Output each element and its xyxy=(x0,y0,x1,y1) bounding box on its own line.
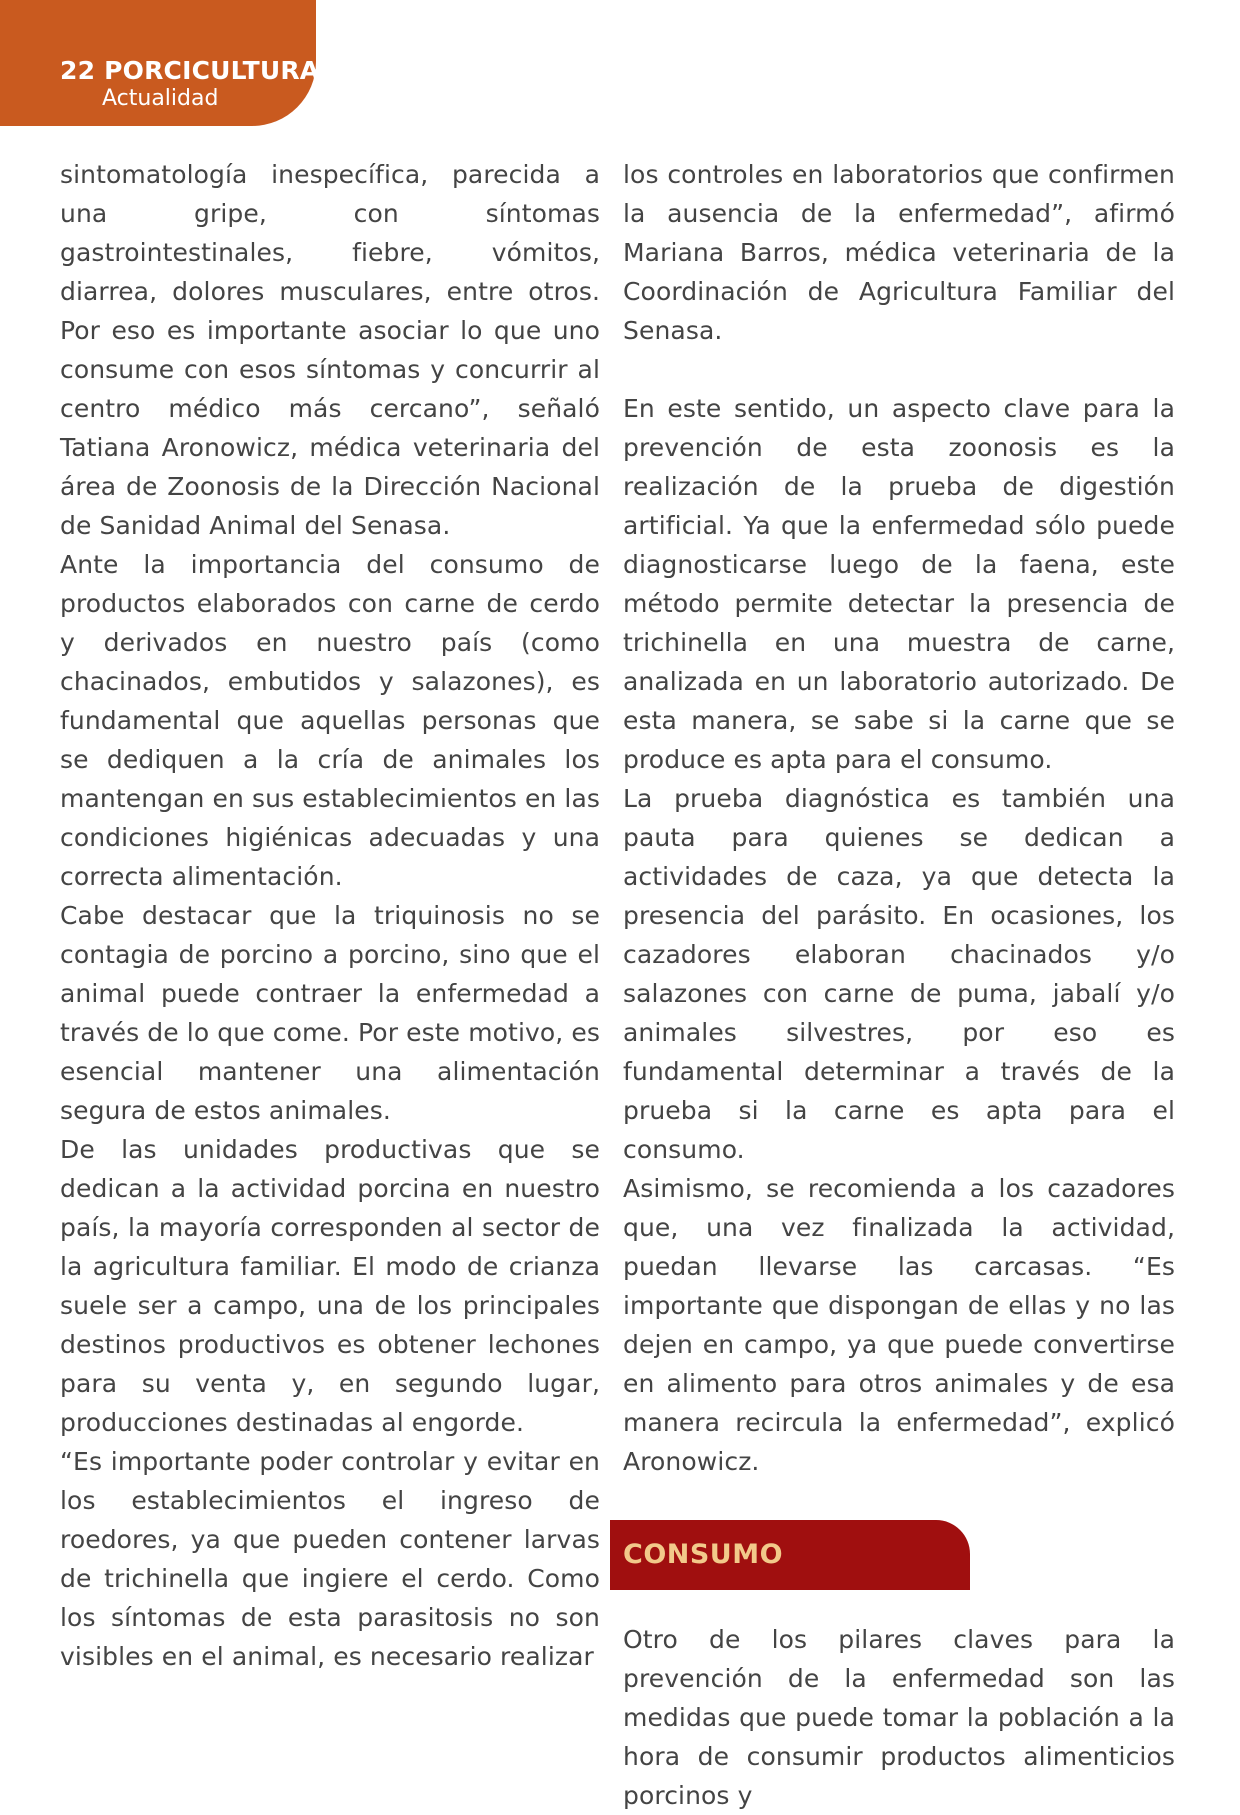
left-column xyxy=(60,155,600,1676)
header-tab xyxy=(0,0,320,126)
paragraph: Asimismo, se recomienda a los cazadores que, una vez finalizada la actividad, puedan llevarse las carcasas. “Es importante que dispongan de ellas y no las dejen en campo, ya que puede convertirse en alimento para otros animales y de esa manera recircula la enfermedad”, explicó Aronowicz. xyxy=(623,1174,1175,1476)
paragraph: Ante la importancia del consumo de productos elaborados con carne de cerdo y derivados en nuestro país (como chacinados, embutidos y salazones), es fundamental que aquellas personas que se dediquen a la cría de animales los mantengan en sus establecimientos en las condiciones higiénicas adecuadas y una correcta alimentación. xyxy=(60,550,601,891)
paragraph: Otro de los pilares claves para la prevención de la enfermedad son las medidas que puede tomar la población a la hora de consumir productos alimenticios porcinos y xyxy=(623,1625,1175,1810)
right-column xyxy=(623,155,1175,1815)
paragraph: “Es importante poder controlar y evitar en los establecimientos el ingreso de roedores, ya que pueden contener larvas de trichinella que ingiere el cerdo. Como los síntomas de esta parasitosis no son visibles en el animal, es necesario realizar xyxy=(60,1447,600,1671)
paragraph: sintomatología inespecífica, parecida a una gripe, con síntomas gastrointestinales, fiebre, vómitos, diarrea, dolores musculares, entre otros. Por eso es importante asociar lo que uno consume con esos síntomas y concurrir al centro médico más cercano”, señaló Tatiana Aronowicz, médica veterinaria del área de Zoonosis de la Dirección Nacional de Sanidad Animal del Senasa. xyxy=(60,160,600,540)
paragraph: En este sentido, un aspecto clave para la prevención de esta zoonosis es la realización de la prueba de digestión artificial. Ya que la enfermedad sólo puede diagnosticarse luego de la faena, este método permite detectar la presencia de trichinella en una muestra de carne, analizada en un laboratorio autorizado. De esta manera, se sabe si la carne que se produce es apta para el consumo. xyxy=(623,394,1175,774)
section-subtitle: Actualidad xyxy=(102,86,219,111)
page-number-section-title: 22 PORCICULTURA xyxy=(60,56,320,85)
section-heading-banner xyxy=(610,1520,970,1590)
paragraph: De las unidades productivas que se dedican a la actividad porcina en nuestro país, la mayoría corresponden al sector de la agricultura familiar. El modo de crianza suele ser a campo, una de los principales destinos productivos es obtener lechones para su venta y, en segundo lugar, producciones destinadas al engorde. xyxy=(60,1135,600,1437)
paragraph: los controles en laboratorios que confirmen la ausencia de la enfermedad”, afirmó Mariana Barros, médica veterinaria de la Coordinación de Agricultura Familiar del Senasa. xyxy=(623,160,1175,345)
paragraph: La prueba diagnóstica es también una pauta para quienes se dedican a actividades de caza, ya que detecta la presencia del parásito. En ocasiones, los cazadores elaboran chacinados y/o salazones con carne de puma, jabalí y/o animales silvestres, por eso es fundamental determinar a través de la prueba si la carne es apta para el consumo. xyxy=(623,784,1175,1164)
paragraph: Cabe destacar que la triquinosis no se contagia de porcino a porcino, sino que el animal puede contraer la enfermedad a través de lo que come. Por este motivo, es esencial mantener una alimentación segura de estos animales. xyxy=(60,901,600,1125)
section-heading: CONSUMO xyxy=(623,1539,784,1570)
